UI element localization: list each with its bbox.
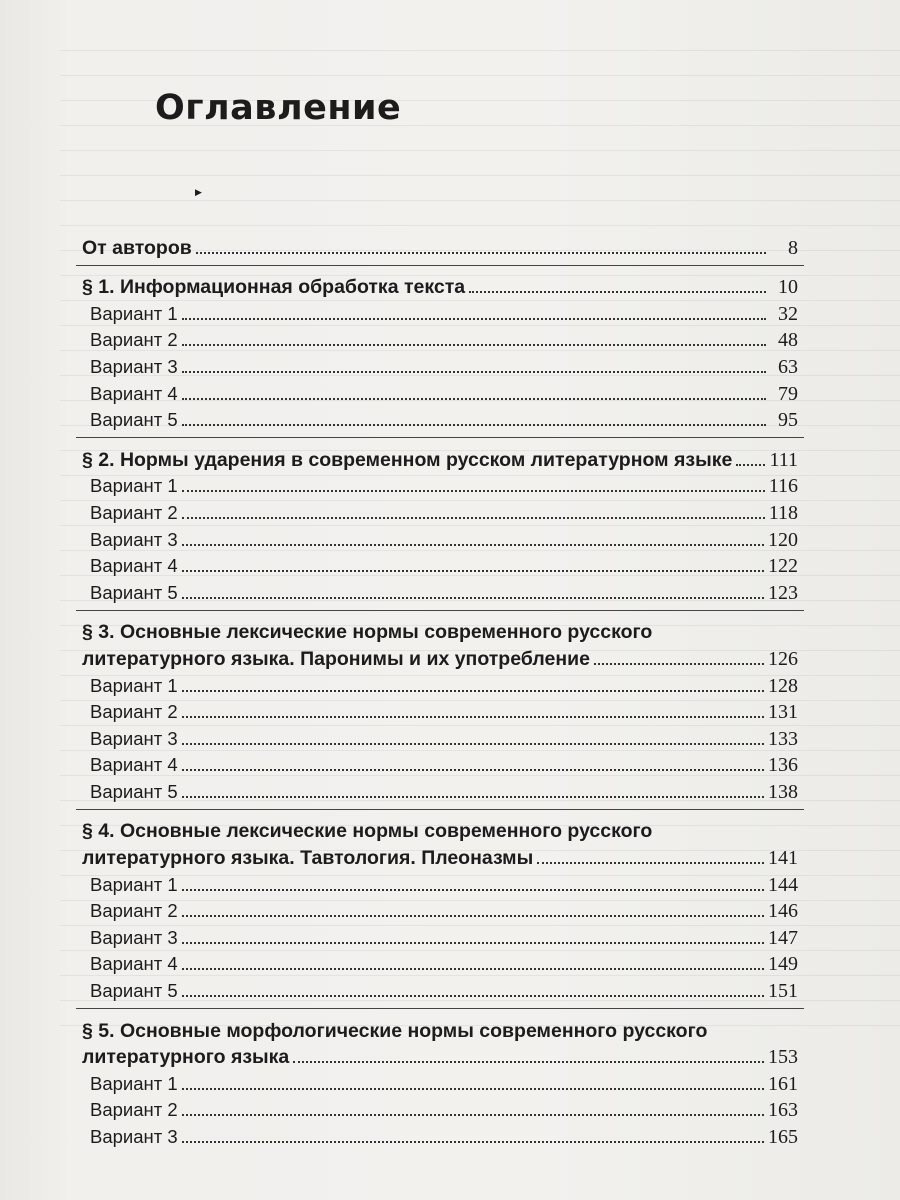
- page-number: 126: [768, 647, 798, 670]
- toc-entry-variant[interactable]: [82, 723, 798, 750]
- dot-leader: [182, 317, 766, 320]
- dot-leader: [182, 489, 765, 492]
- page-number: 123: [768, 581, 798, 604]
- toc-entry-variant[interactable]: [82, 1121, 798, 1148]
- variant-label: Вариант 5: [90, 980, 178, 1002]
- section-title-line: литературного языка. Тавтология. Плеоназмы: [82, 847, 534, 870]
- section-divider: [76, 437, 804, 438]
- variant-label: Вариант 2: [90, 1099, 178, 1121]
- page-number: 79: [778, 382, 798, 405]
- variant-label: Вариант 3: [90, 1126, 178, 1147]
- page-number: 163: [768, 1099, 798, 1122]
- dot-leader: [182, 516, 765, 519]
- page-number: 153: [768, 1046, 798, 1069]
- toc-section-s5: [82, 1015, 798, 1148]
- toc-entry-variant[interactable]: [82, 750, 798, 777]
- toc-section-heading[interactable]: [82, 444, 798, 471]
- toc-entry-variant[interactable]: [82, 922, 798, 949]
- toc-entry-variant[interactable]: [82, 497, 798, 524]
- page-number: 8: [788, 236, 798, 259]
- dot-leader: [182, 423, 766, 426]
- variant-label: Вариант 2: [90, 701, 178, 723]
- toc-section-heading[interactable]: [82, 842, 798, 869]
- variant-label: Вариант 3: [90, 926, 178, 948]
- dot-leader: [182, 397, 766, 400]
- variant-label: Вариант 1: [90, 475, 178, 497]
- page-number: 118: [768, 501, 798, 524]
- section-divider: [76, 809, 804, 810]
- dot-leader: [182, 343, 766, 346]
- dot-leader: [182, 1140, 764, 1143]
- variant-label: Вариант 3: [90, 355, 178, 377]
- page-number: 151: [768, 980, 798, 1003]
- page-number: 165: [768, 1126, 798, 1148]
- section-title-line: § 4. Основные лексические нормы современного русского: [82, 820, 653, 843]
- variant-label: Вариант 4: [90, 953, 178, 975]
- section-divider: [76, 1008, 804, 1009]
- page-number: 136: [768, 754, 798, 777]
- toc-entry-variant[interactable]: [82, 405, 798, 432]
- page-number: 32: [778, 302, 798, 325]
- dot-leader: [182, 715, 764, 718]
- toc-section-heading[interactable]: [82, 1015, 798, 1042]
- page-number: 138: [768, 780, 798, 803]
- toc-section-heading[interactable]: [82, 816, 798, 843]
- page-number: 161: [768, 1072, 798, 1095]
- dot-leader: [196, 251, 766, 254]
- variant-label: Вариант 1: [90, 674, 178, 696]
- page-number: 144: [768, 873, 798, 896]
- page-number: 146: [768, 900, 798, 923]
- variant-label: Вариант 3: [90, 528, 178, 550]
- page-number: 149: [768, 953, 798, 976]
- section-title-line: § 1. Информационная обработка текста: [82, 276, 466, 299]
- variant-label: Вариант 4: [90, 555, 178, 577]
- variant-label: Вариант 2: [90, 501, 178, 523]
- variant-label: Вариант 5: [90, 780, 178, 802]
- toc-entry-variant[interactable]: [82, 524, 798, 551]
- toc-section-heading[interactable]: [82, 617, 798, 644]
- toc-entry-variant[interactable]: [82, 378, 798, 405]
- page-number: 116: [768, 475, 798, 498]
- dot-leader: [182, 795, 764, 798]
- page-number: 111: [769, 448, 798, 471]
- dot-leader: [182, 596, 764, 599]
- dot-leader: [594, 662, 764, 665]
- section-title-line: § 3. Основные лексические нормы современного русского: [82, 621, 653, 644]
- dot-leader: [182, 543, 764, 546]
- toc-entry-variant[interactable]: [82, 670, 798, 697]
- dot-leader: [182, 1113, 764, 1116]
- variant-label: Вариант 1: [90, 1072, 178, 1094]
- dot-leader: [182, 689, 764, 692]
- page-number: 122: [768, 555, 798, 578]
- toc-section-s1: [82, 272, 798, 432]
- page-number: 133: [768, 727, 798, 750]
- dot-leader: [537, 861, 764, 864]
- page-number: 128: [768, 674, 798, 697]
- page-number: 63: [778, 355, 798, 378]
- toc-section-s4: [82, 816, 798, 1002]
- toc-entry-variant[interactable]: [82, 351, 798, 378]
- dot-leader: [182, 888, 764, 891]
- variant-label: Вариант 2: [90, 329, 178, 351]
- print-mark: ▶: [195, 187, 202, 197]
- section-title-line: литературного языка. Паронимы и их употребление: [82, 647, 590, 670]
- toc-section-s3: [82, 617, 798, 803]
- variant-label: Вариант 4: [90, 754, 178, 776]
- dot-leader: [469, 290, 766, 293]
- page-number: 95: [778, 409, 798, 432]
- dot-leader: [182, 994, 764, 997]
- dot-leader: [182, 742, 764, 745]
- variant-label: Вариант 4: [90, 382, 178, 404]
- toc-entry-variant[interactable]: [82, 869, 798, 896]
- toc-section-heading[interactable]: [82, 643, 798, 670]
- toc-section-heading[interactable]: [82, 272, 798, 299]
- toc-entry-variant[interactable]: [82, 471, 798, 498]
- section-divider: [76, 610, 804, 611]
- toc-entry-variant[interactable]: [82, 1068, 798, 1095]
- dot-leader: [182, 914, 764, 917]
- dot-leader: [293, 1060, 764, 1063]
- toc-entry-variant[interactable]: [82, 896, 798, 923]
- page-number: 141: [768, 847, 798, 870]
- toc-entry-variant[interactable]: [82, 776, 798, 803]
- section-title-line: От авторов: [82, 236, 192, 259]
- variant-label: Вариант 1: [90, 873, 178, 895]
- table-of-contents: [82, 232, 798, 1152]
- toc-section-heading[interactable]: [82, 1042, 798, 1069]
- page-number: 48: [778, 329, 798, 352]
- dot-leader: [182, 967, 764, 970]
- section-title-line: литературного языка: [82, 1046, 290, 1069]
- section-title-line: § 2. Нормы ударения в современном русском литературном языке: [82, 448, 733, 471]
- page-number: 131: [768, 701, 798, 724]
- variant-label: Вариант 2: [90, 900, 178, 922]
- toc-section-authors: [82, 232, 798, 259]
- section-divider: [76, 265, 804, 266]
- dot-leader: [182, 941, 764, 944]
- variant-label: Вариант 5: [90, 581, 178, 603]
- variant-label: Вариант 3: [90, 727, 178, 749]
- dot-leader: [736, 463, 765, 466]
- toc-section-s2: [82, 444, 798, 604]
- toc-entry-variant[interactable]: [82, 325, 798, 352]
- toc-entry-variant[interactable]: [82, 577, 798, 604]
- dot-leader: [182, 1087, 764, 1090]
- page-number: 147: [768, 926, 798, 949]
- page-number: 10: [778, 276, 798, 299]
- section-title-line: § 5. Основные морфологические нормы современного русского: [82, 1019, 708, 1042]
- page-title: Оглавление: [155, 88, 402, 128]
- variant-label: Вариант 5: [90, 409, 178, 431]
- toc-entry-variant[interactable]: [82, 298, 798, 325]
- toc-entry-variant[interactable]: [82, 551, 798, 578]
- dot-leader: [182, 569, 764, 572]
- toc-entry-variant[interactable]: [82, 1095, 798, 1122]
- toc-entry-variant[interactable]: [82, 975, 798, 1002]
- dot-leader: [182, 370, 766, 373]
- variant-label: Вариант 1: [90, 302, 178, 324]
- toc-entry-variant[interactable]: [82, 697, 798, 724]
- page-number: 120: [768, 528, 798, 551]
- toc-entry-variant[interactable]: [82, 949, 798, 976]
- dot-leader: [182, 768, 764, 771]
- toc-section-heading[interactable]: [82, 232, 798, 259]
